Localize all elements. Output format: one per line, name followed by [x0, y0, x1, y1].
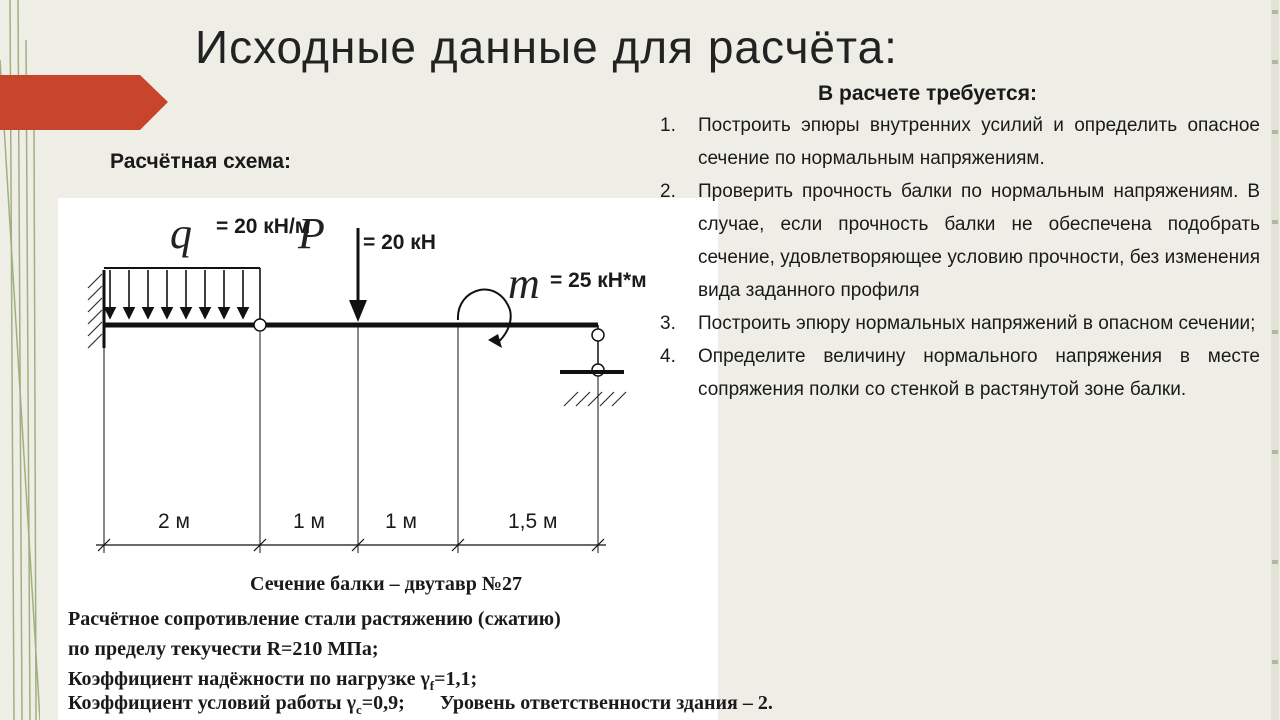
fixed-support: [88, 274, 102, 348]
note-line-2: по пределу текучести R=210 МПа;: [68, 638, 379, 660]
section-caption: Сечение балки – двутавр №27: [250, 573, 522, 595]
dimension-line: [96, 539, 606, 551]
p-value-label: = 20 кН: [363, 231, 436, 254]
distributed-load: [104, 268, 260, 322]
requirement-item: 4. Определите величину нормального напряжения в месте сопряжения полки со стенкой в растянутой зоне балки.: [660, 346, 1260, 400]
right-decoration: [1270, 0, 1280, 720]
requirement-item: 1. Построить эпюры внутренних усилий и определить опасное сечение по нормальным напряжениям.: [660, 115, 1260, 169]
note-line-4: Коэффициент условий работы $\gamma_c=0,9$; Уровень ответственности здания – 2.: [68, 692, 773, 717]
scheme-label: Расчётная схема:: [110, 150, 292, 173]
dimension-label-2: 1 м: [293, 510, 325, 533]
note-line-3: Коэффициент надёжности по нагрузке $\gamma_f=1,1$;: [68, 668, 478, 693]
note-line-1: Расчётное сопротивление стали растяжению (сжатию): [68, 608, 561, 630]
responsibility-level: Уровень ответственности здания – 2.: [439, 692, 773, 714]
requirements-list: [660, 109, 1260, 406]
accent-arrow-icon: [0, 75, 170, 130]
intermediate-hinge: [254, 319, 266, 331]
dimension-label-3: 1 м: [385, 510, 417, 533]
moment-arc: [458, 290, 511, 344]
requirement-item: 2. Проверить прочность балки по нормальным напряжениям. В случае, если прочность балки не обеспечена подобрать сечение, удовлетворяющее условию прочности, без изменения вида заданного профиля: [660, 181, 1260, 301]
q-value-label: = 20 кН/м: [216, 215, 311, 238]
p-symbol: P: [298, 209, 325, 258]
slide-title: Исходные данные для расчёта:: [195, 21, 898, 73]
beam-scheme-figure: [58, 198, 718, 720]
dimension-label-4: 1,5 м: [508, 510, 558, 533]
dimension-label-1: 2 м: [158, 510, 190, 533]
requirement-item: 3. Построить эпюру нормальных напряжений в опасном сечении;: [660, 313, 1256, 334]
roller-support: [560, 325, 626, 406]
m-value-label: = 25 кН*м: [550, 269, 647, 292]
required-heading: В расчете требуется:: [818, 82, 1037, 105]
q-symbol: q: [170, 209, 192, 258]
m-symbol: m: [508, 259, 540, 308]
